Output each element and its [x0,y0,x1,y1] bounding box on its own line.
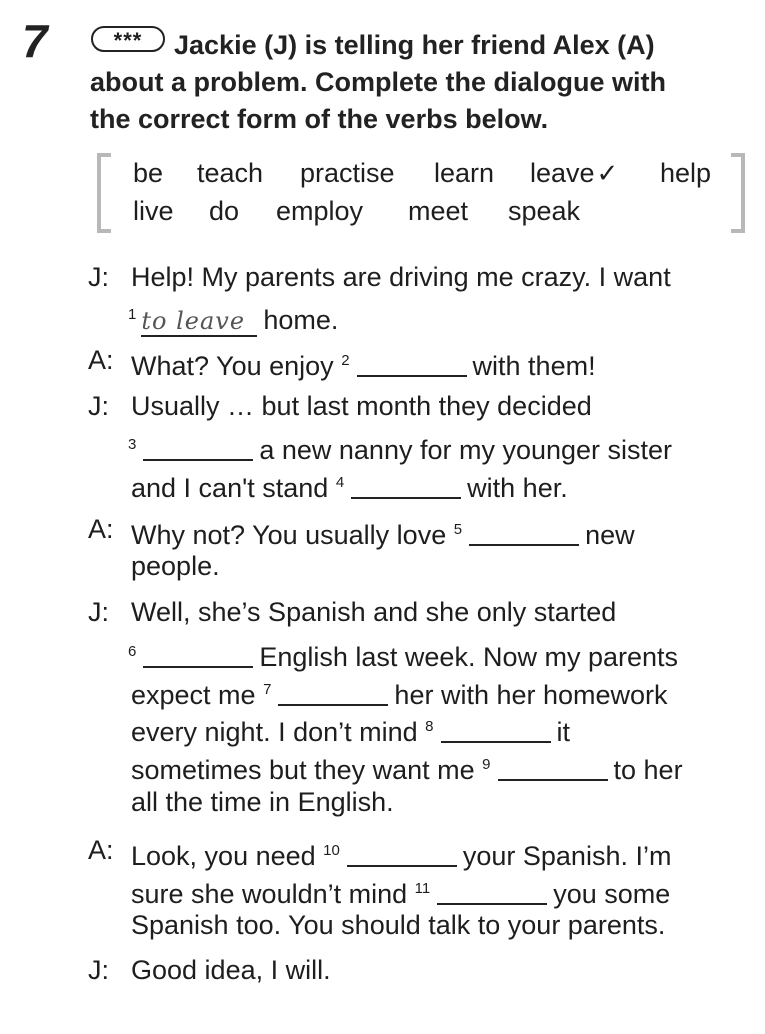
answer-blank-11[interactable] [437,879,547,905]
word-teach: teach [197,158,264,188]
difficulty-stars-badge: *** [91,26,165,52]
dialogue-text: people. [131,551,220,581]
dialogue-text [128,426,672,469]
instruction-text-1: Jackie (J) is telling her friend Alex (A) [174,30,655,60]
dialogue-text [131,832,671,875]
text-before-gap: Look, you need [131,841,316,871]
word-leave-item [530,158,618,189]
word-do: do [209,196,240,226]
gap-number: 8 [425,718,434,735]
gap-number: 6 [128,643,137,660]
text-before-gap: sometimes but they want me [131,755,475,785]
word-help: help [660,158,712,188]
word-live: live [133,196,174,226]
answer-blank-7[interactable] [278,680,388,706]
text-before-gap: every night. I don’t mind [131,717,418,747]
word-speak: speak [508,196,581,226]
speaker-label: A: [88,345,114,375]
answer-blank-5[interactable] [469,520,579,546]
dialogue-text [131,464,568,507]
gap-number: 1 [128,306,137,323]
answer-blank-10[interactable] [347,841,457,867]
checkmark-icon: ✓ [596,158,619,188]
gap-number: 4 [335,474,345,491]
gap-number: 2 [341,352,350,369]
gap-number: 7 [263,681,272,698]
answer-blank-8[interactable] [441,717,551,743]
dialogue-text [128,296,338,339]
dialogue-text: Good idea, I will. [131,955,331,985]
speaker-label: J: [88,597,110,627]
gap-number: 10 [323,842,340,859]
example-answer: to leave [141,307,257,337]
dialogue-text-after: home. [263,305,339,335]
word-meet: meet [408,196,469,226]
text-after-gap: her with her homework [394,680,668,710]
text-after-gap: new [585,520,635,550]
dialogue-text [131,746,683,789]
instruction [90,27,740,138]
speaker-label: A: [88,835,114,865]
text-after-gap: with her. [467,473,568,503]
word-leave: leave [530,158,595,188]
dialogue-text: Help! My parents are driving me crazy. I want [131,262,671,292]
answer-blank-9[interactable] [498,755,608,781]
dialogue-text [131,342,596,385]
speaker-label: J: [88,262,110,292]
text-after-gap: a new nanny for my younger sister [259,435,673,465]
instruction-line-1 [90,27,740,64]
speaker-label: A: [88,514,114,544]
dialogue-text: Spanish too. You should talk to your parents. [131,910,666,940]
dialogue-text: Usually … but last month they decided [131,391,592,421]
text-after-gap: to her [613,755,683,785]
text-after-gap: you some [553,879,671,909]
speaker-label: J: [88,955,110,985]
text-after-gap: with them! [472,351,596,381]
dialogue-text [131,708,570,751]
answer-blank-4[interactable] [351,473,461,499]
speaker-label: J: [88,391,110,421]
gap-number: 3 [128,436,137,453]
text-after-gap: English last week. Now my parents [259,642,679,672]
instruction-text-3: the correct form of the verbs below. [90,104,549,134]
dialogue-text [128,633,678,676]
exercise-number: 7 [22,15,46,67]
text-before-gap: sure she wouldn’t mind [131,879,408,909]
gap-number: 9 [482,756,491,773]
word-employ: employ [276,196,364,226]
instruction-text-2: about a problem. Complete the dialogue with [90,67,667,97]
word-box-left-bracket [97,153,111,233]
text-after-gap: your Spanish. I’m [462,841,672,871]
text-after-gap: it [556,717,571,747]
answer-blank-6[interactable] [143,642,253,668]
answer-blank-3[interactable] [143,435,253,461]
answer-blank-2[interactable] [357,351,467,377]
word-be: be [133,158,164,188]
text-before-gap: Why not? You usually love [131,520,447,550]
text-before-gap: expect me [131,680,256,710]
word-box-right-bracket [731,153,745,233]
text-before-gap: What? You enjoy [131,351,334,381]
word-learn: learn [434,158,495,188]
text-before-gap: and I can't stand [131,473,329,503]
gap-number: 11 [414,880,431,897]
word-practise: practise [300,158,395,188]
dialogue-text: Well, she’s Spanish and she only started [131,597,617,627]
gap-number: 5 [453,521,463,538]
dialogue-text: all the time in English. [131,787,394,817]
